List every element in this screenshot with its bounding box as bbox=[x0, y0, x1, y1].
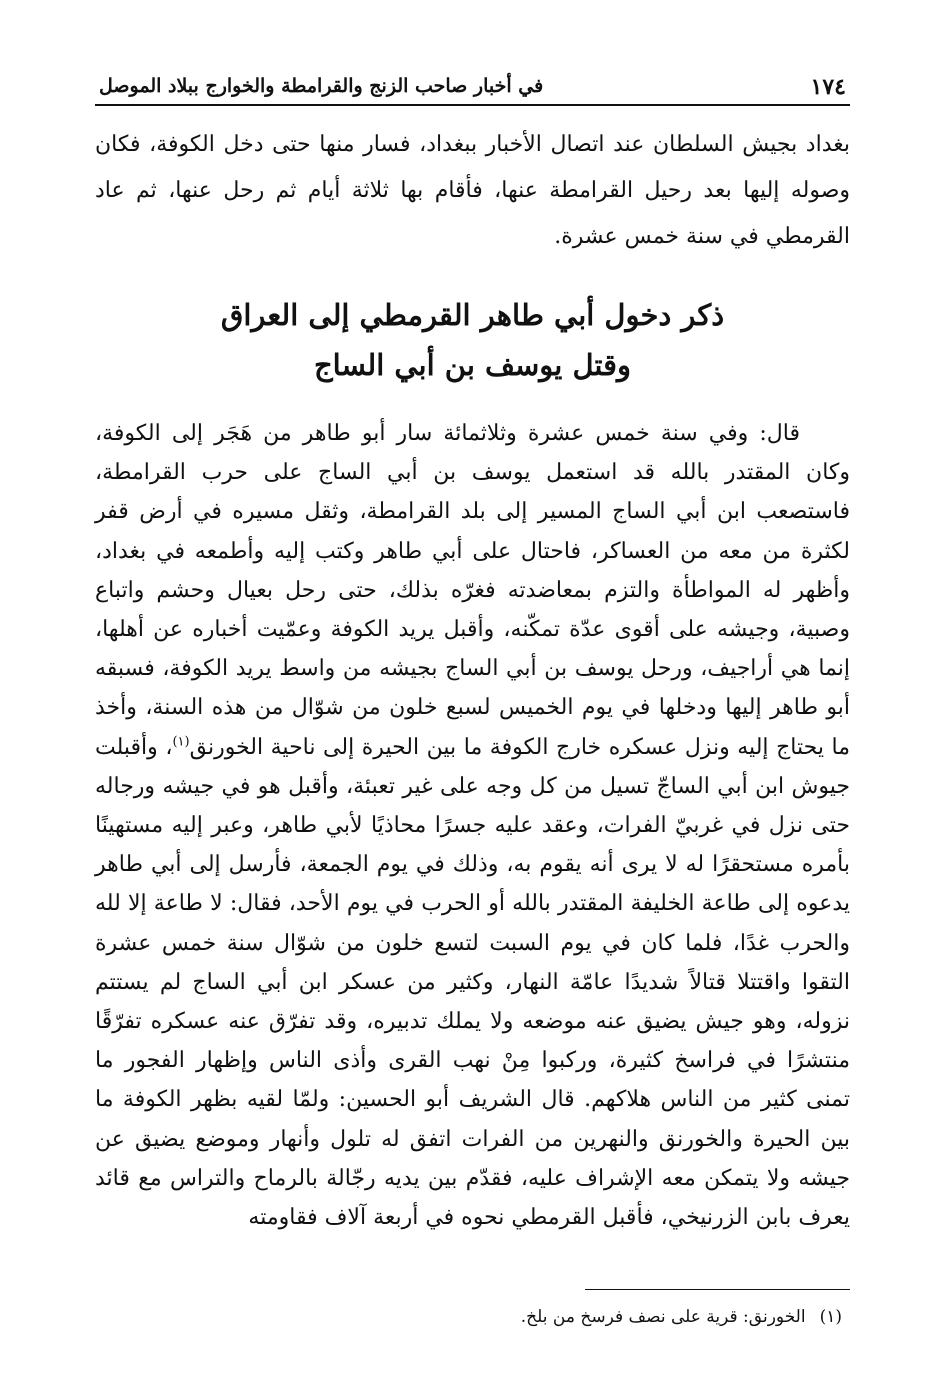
section-heading-line-1: ذكر دخول أبي طاهر القرمطي إلى العراق bbox=[220, 298, 725, 332]
footnote-divider bbox=[585, 1289, 850, 1290]
section-heading-line-2: وقتل يوسف بن أبي الساج bbox=[313, 348, 632, 382]
footnote-number: (١) bbox=[819, 1307, 842, 1328]
book-page bbox=[95, 60, 850, 1332]
footnote-text: الخورنق: قرية على نصف فرسخ من بلخ. bbox=[520, 1307, 806, 1328]
footnote bbox=[95, 1302, 850, 1332]
section-heading bbox=[95, 290, 850, 390]
body-text-part-1: قال: وفي سنة خمس عشرة وثلاثمائة سار أبو طاهر من هَجَر إلى الكوفة، وكان المقتدر بالله قد استعمل يوسف بن أبي الساج على حرب القرامطة، فاستصعب ابن أبي الساج المسير إلى بلد القرامطة، وثقل مسيره في أرض قفر لكثرة من معه من العساكر، فاحتال على أبي طاهر وكتب إليه وأطمعه في بغداد، وأظهر له المواطأة والتزم بمعاضدته فغرّه بذلك، حتى رحل بعيال وحشم واتباع وصبية، وجيشه على أقوى عدّة تمكّنه، وأقبل يريد الكوفة وعمّيت أخباره عن أهلها، إنما هي أراجيف، ورحل يوسف بن أبي الساج بجيشه من واسط يريد الكوفة، فسبقه أبو طاهر إليها ودخلها في يوم الخميس لسبع خلون من شوّال من هذه السنة، وأخذ ما يحتاج إليه ونزل عسكره خارج الكوفة ما بين الحيرة إلى ناحية الخورنق bbox=[95, 421, 850, 760]
section-body bbox=[95, 414, 850, 1237]
intro-paragraph: بغداد بجيش السلطان عند اتصال الأخبار ببغداد، فسار منها حتى دخل الكوفة، فكان وصوله إليها بعد رحيل القرامطة عنها، فأقام بها ثلاثة أيام ثم رحل عنها، ثم عاد القرمطي في سنة خمس عشرة. bbox=[95, 132, 850, 249]
page-number: ١٧٤ bbox=[810, 74, 846, 100]
footnote-reference[interactable]: (١) bbox=[172, 734, 190, 750]
running-title: في أخبار صاحب الزنج والقرامطة والخوارج ببلاد الموصل bbox=[99, 75, 544, 97]
body-text-part-2: ، وأقبلت جيوش ابن أبي الساجّ تسيل من كل وجه على غير تعبئة، وأقبل هو في جيشه ورجاله حتى نزل في غربيّ الفرات، وعقد عليه جسرًا محاذيًا لأبي طاهر، وعبر إليه مستهينًا بأمره مستحقرًا له لا يرى أنه يقوم به، وذلك في يوم الجمعة، فأرسل إلى أبي طاهر يدعوه إلى طاعة الخليفة المقتدر بالله أو الحرب في يوم الأحد، فقال: لا طاعة إلا لله والحرب غدًا، فلما كان في يوم السبت لتسع خلون من شوّال سنة خمس عشرة التقوا واقتتلا قتالاً شديدًا عامّة النهار، وكثير من عسكر ابن أبي الساج لم يستتم نزوله، وهو جيش يضيق عنه موضعه ولا يملك تدبيره، وقد تفرّق عنه عسكره تفرّقًا منتشرًا في فراسخ كثيرة، وركبوا مِنْ نهب القرى وأذى الناس وإظهار الفجور ما تمنى كثير من الناس هلاكهم. قال الشريف أبو الحسين: ولمّا لقيه بظهر الكوفة ما بين الحيرة والخورنق والنهرين من الفرات اتفق له تلول وأنهار وموضع يضيق عن جيشه ولا يتمكن معه الإشراف عليه، فقدّم بين يديه رجّالة بالرماح والتراس مع قائد يعرف بابن الزرنيخي، فأقبل القرمطي نحوه في أربعة آلاف فقاومته bbox=[95, 734, 850, 1231]
running-header bbox=[95, 60, 850, 106]
